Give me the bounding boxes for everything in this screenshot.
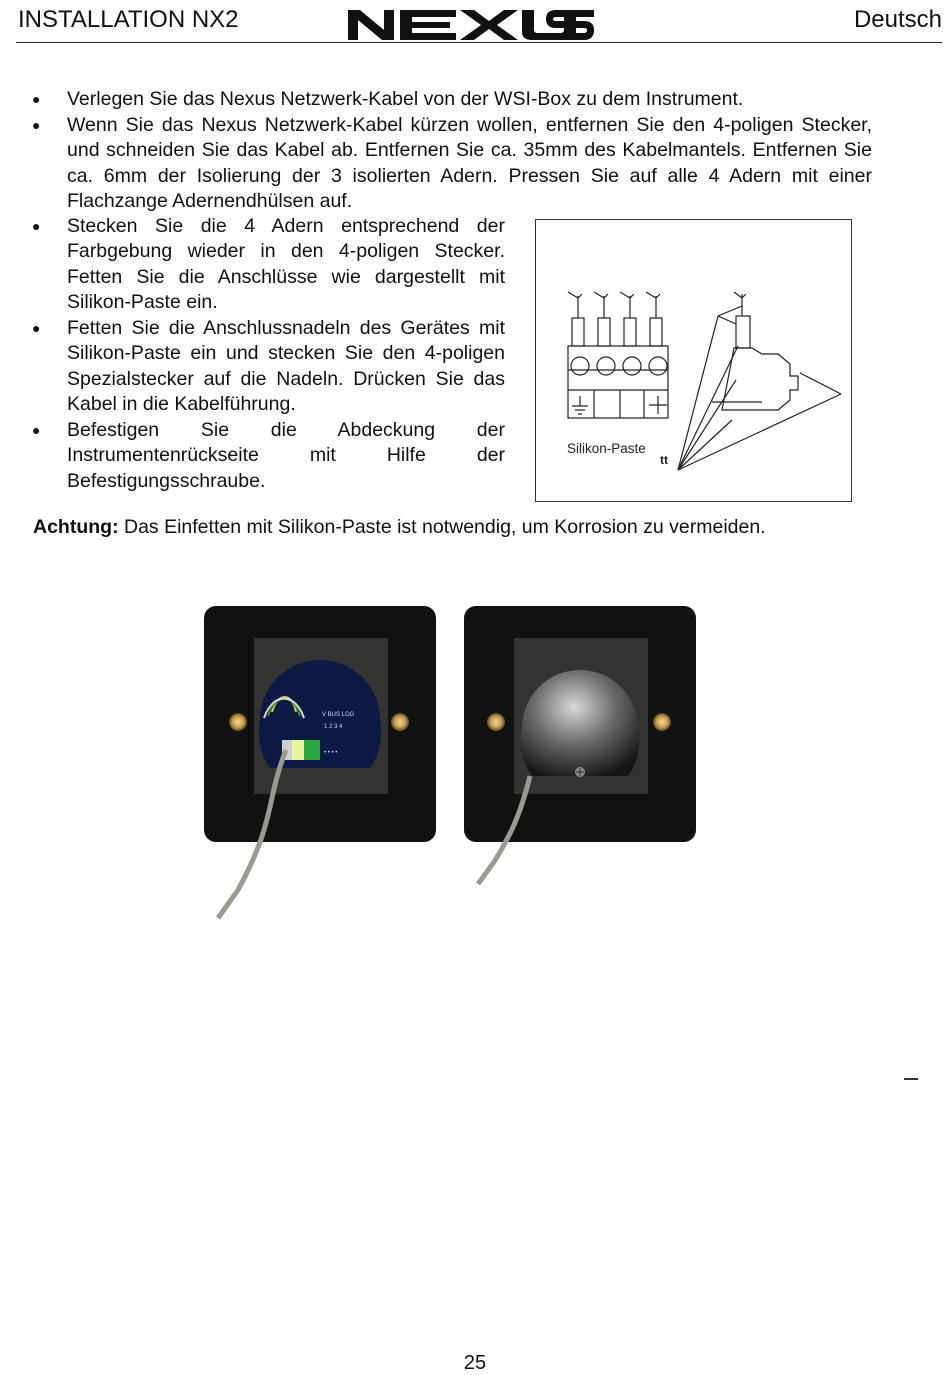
screw-icon (653, 713, 671, 731)
screw-icon (229, 713, 247, 731)
silicone-paste-label: Silikon-Paste (567, 441, 646, 456)
bullet-dot: ● (32, 218, 41, 234)
header-language: Deutsch (853, 6, 942, 33)
list-item-text: Verlegen Sie das Nexus Netzwerk-Kabel von der WSI-Box zu dem Instrument. (67, 88, 744, 110)
grease-arrows (678, 316, 841, 470)
bullet-dot: ● (32, 320, 41, 336)
screw-icon (391, 713, 409, 731)
header-title: INSTALLATION NX2 (18, 6, 239, 33)
warning-note (33, 516, 766, 539)
instrument-back-photos (200, 600, 700, 920)
svg-text:• • • •: • • • • (324, 750, 338, 756)
svg-text:tt: tt (660, 453, 668, 467)
plug-side-view (722, 348, 798, 410)
bullet-dot: ● (32, 91, 41, 107)
wire-ferrules (568, 292, 662, 346)
list-item (32, 316, 505, 418)
instrument-closed (464, 606, 696, 884)
terminal-header: V BUS LOG (322, 712, 355, 718)
connector-diagram-drawing (536, 220, 850, 500)
page-number: 25 (463, 1352, 487, 1374)
header-divider (16, 42, 942, 43)
list-item (32, 87, 877, 112)
list-item (32, 113, 872, 215)
list-item-text: Befestigen Sie die Abdeckung der Instrumentenrückseite mit Hilfe der Befestigungsschraube. (67, 419, 505, 492)
connector-diagram (535, 219, 852, 502)
screw-icon (487, 713, 505, 731)
instrument-open (204, 606, 436, 918)
stray-mark (904, 1078, 918, 1080)
warning-label: Achtung: (33, 516, 119, 538)
list-item-text: Stecken Sie die 4 Adern entsprechend der Farbgebung wieder in den 4-poligen Stecker. Fetten Sie die Anschlüsse wie dargestellt mit Silikon-Paste ein. (67, 215, 505, 314)
list-item (32, 214, 505, 316)
side-ferrule (736, 316, 750, 348)
nexus-logo (346, 4, 606, 44)
list-item-text: Wenn Sie das Nexus Netzwerk-Kabel kürzen wollen, entfernen Sie den 4-poligen Stecker, und schneiden Sie das Kabel ab. Entfernen Sie ca. 35mm des Kabelmantels. Entfernen Sie ca. 6mm der Isolierung der 3 isolierten Adern. Pressen Sie auf alle 4 Adern mit einer Flachzange Adernendhülsen auf. (67, 114, 872, 213)
list-item (32, 418, 505, 494)
list-item-text: Fetten Sie die Anschlussnadeln des Gerätes mit Silikon-Paste ein und stecken Sie den 4-poligen Spezialstecker auf die Nadeln. Drücken Sie das Kabel in die Kabelführung. (67, 317, 505, 416)
plug-body (568, 346, 668, 418)
bullet-dot: ● (32, 117, 41, 133)
bullet-dot: ● (32, 422, 41, 438)
warning-text: Das Einfetten mit Silikon-Paste ist notwendig, um Korrosion zu vermeiden. (118, 516, 766, 538)
svg-text:1 2 3 4: 1 2 3 4 (324, 724, 343, 730)
